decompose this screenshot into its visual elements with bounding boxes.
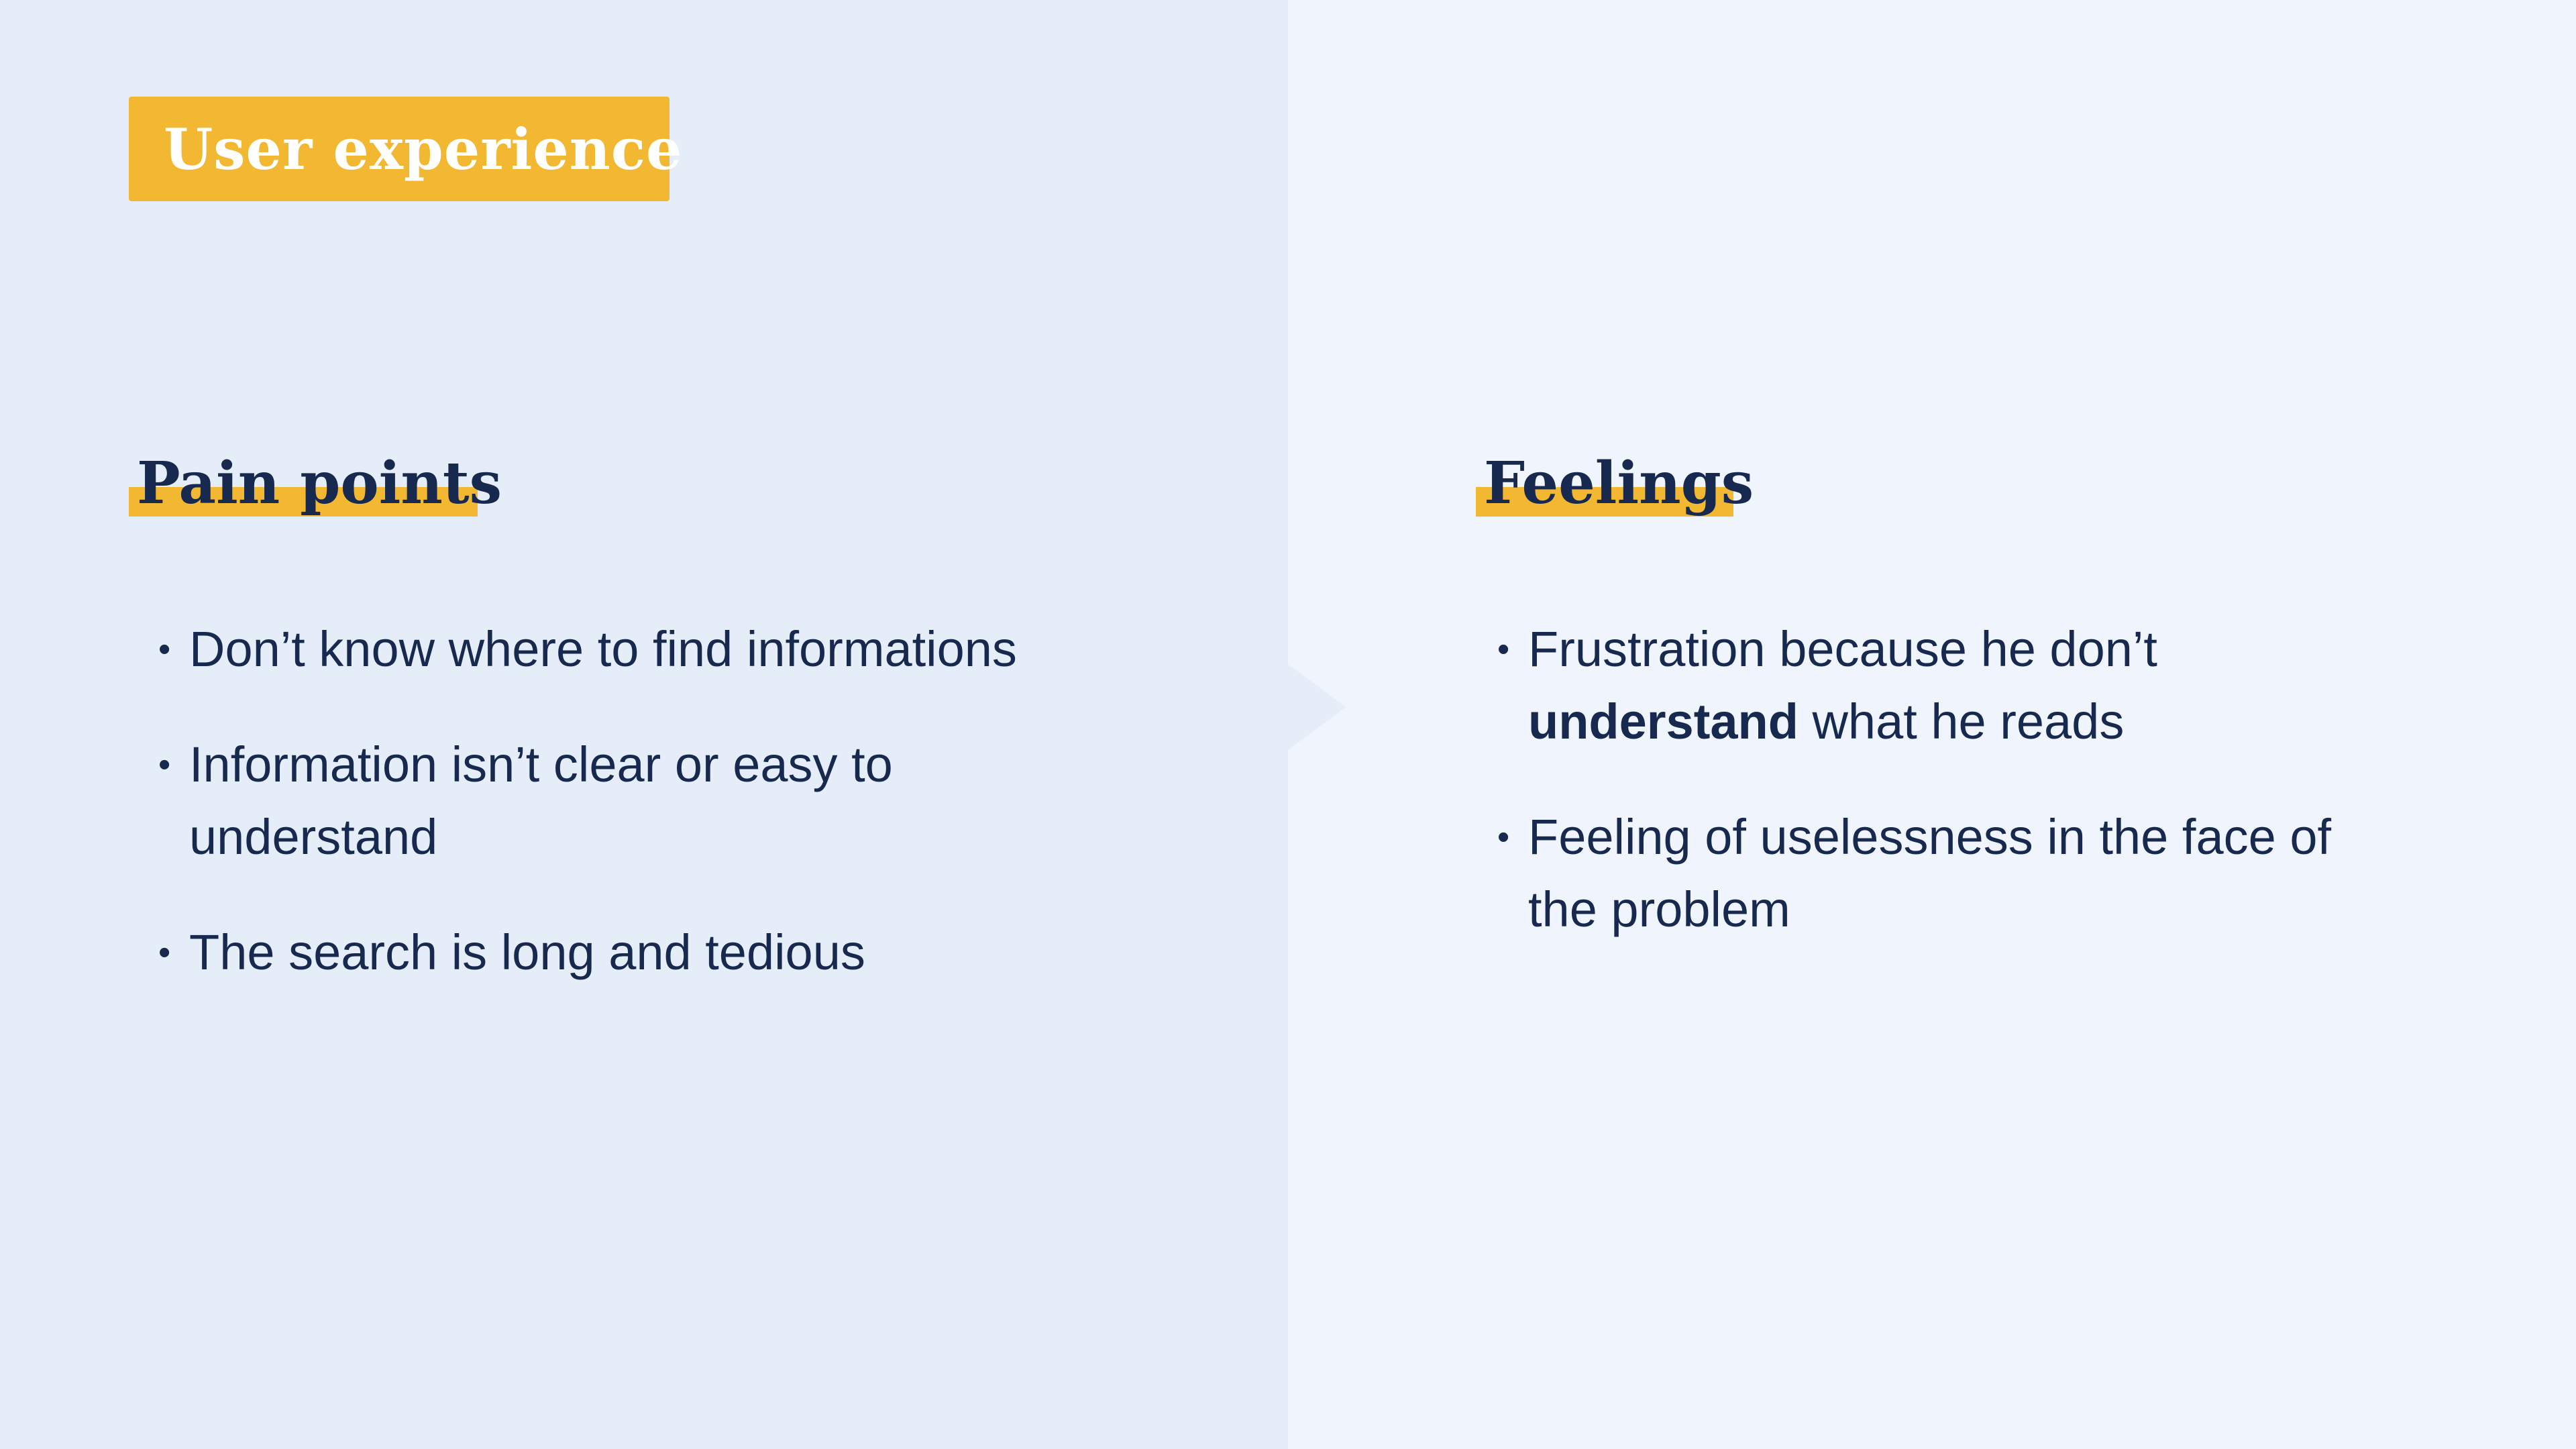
bullet-icon: • [158,933,171,972]
feeling-text: Feeling of uselessness in the face of the problem [1528,809,2332,937]
pain-points-list [129,613,1081,1032]
list-item [129,613,1081,686]
pain-points-title: Pain points [137,449,502,517]
bullet-icon: • [1497,818,1510,857]
list-item [1468,613,2420,758]
bullet-icon: • [158,745,171,784]
feeling-text-after: what he reads [1798,694,2125,749]
list-item [129,916,1081,989]
feeling-text-emphasis: understand [1528,694,1799,749]
list-item [1468,801,2400,946]
feelings-list [1468,613,2420,989]
pain-points-heading [129,436,502,517]
feeling-text-before: Frustration because he don’t [1528,621,2157,677]
page-title: User experience [164,115,683,182]
feelings-title: Feelings [1484,449,1754,517]
feelings-heading [1476,436,1754,517]
pain-point-text: Don’t know where to find informations [189,621,1017,677]
pain-point-text: The search is long and tedious [189,924,865,980]
bullet-icon: • [1497,630,1510,669]
panel-divider-arrow [1288,664,1346,750]
list-item [129,729,1048,873]
title-tag [129,97,683,201]
pain-point-text: Information isn’t clear or easy to understand [189,737,893,865]
bullet-icon: • [158,630,171,669]
